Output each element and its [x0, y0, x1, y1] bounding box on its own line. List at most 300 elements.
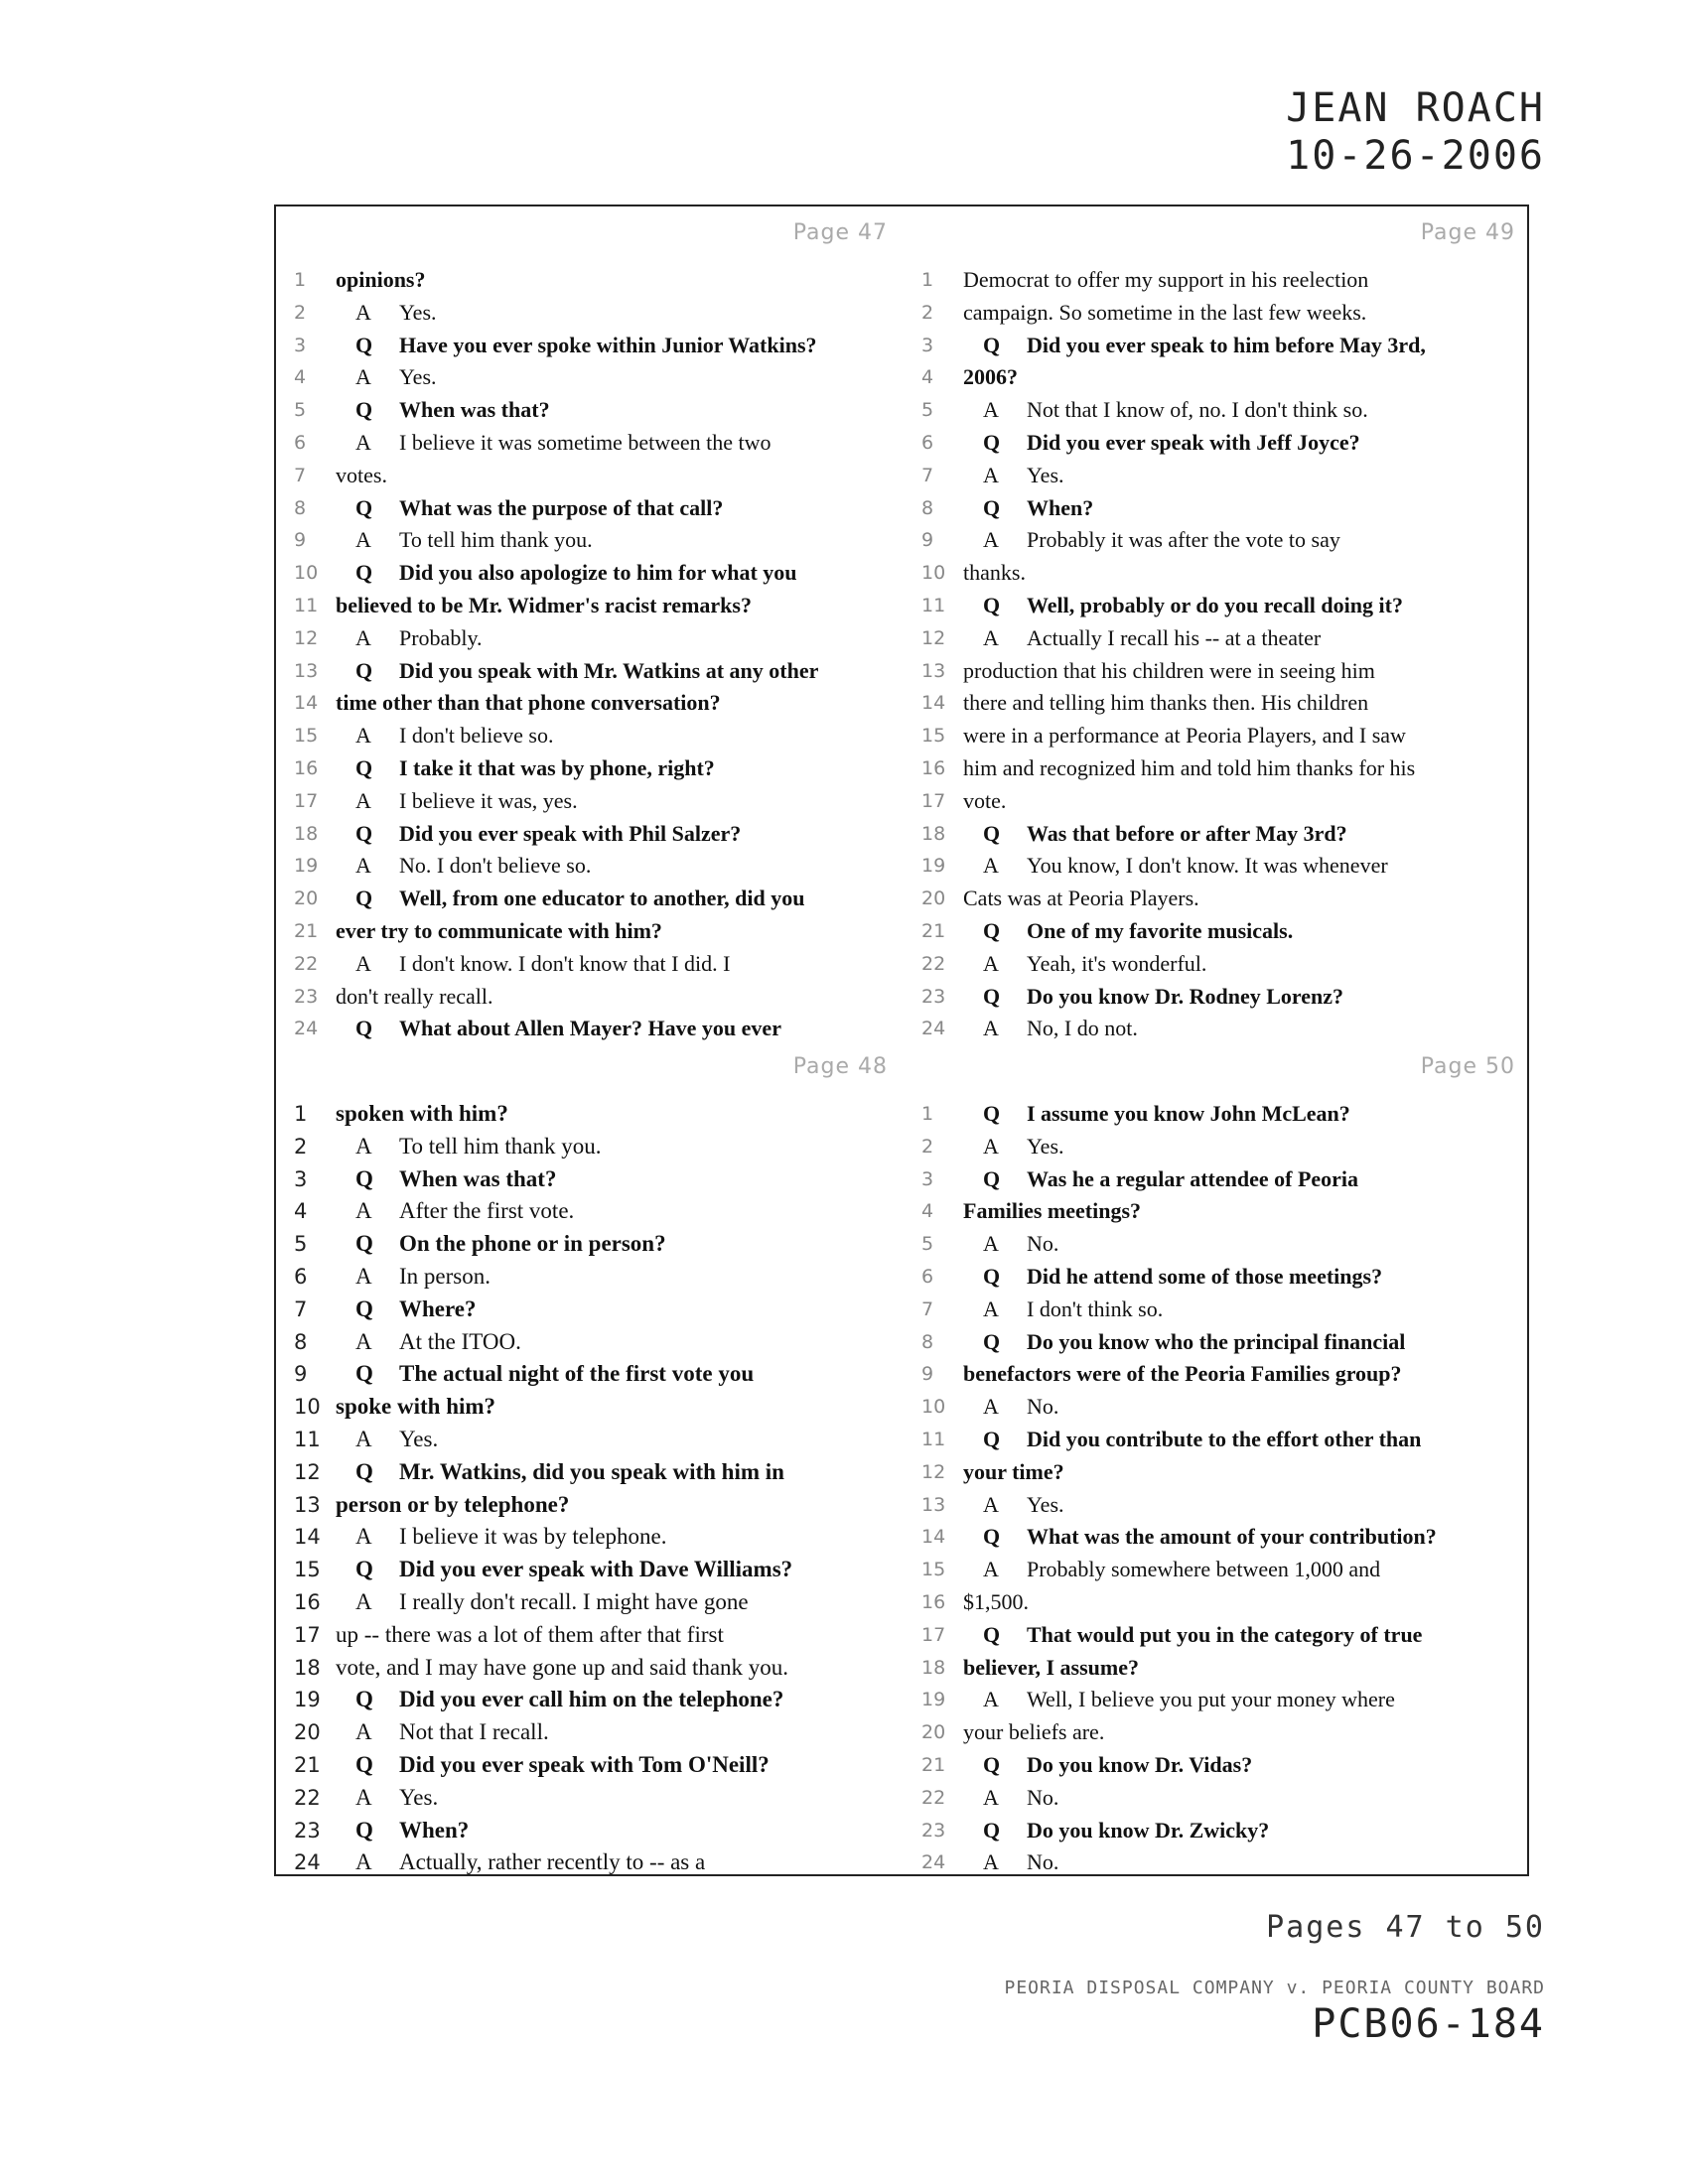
answer-text [963, 1391, 1525, 1424]
line-text: Cats was at Peoria Players. [963, 886, 1199, 911]
line-text: When was that? [399, 397, 550, 423]
line-text: Democrat to offer my support in his reelection [963, 267, 1369, 292]
answer-marker: A [355, 1198, 372, 1224]
line-text: vote. [963, 787, 1007, 813]
line-number: 17 [294, 1622, 321, 1647]
answer-text [963, 394, 1525, 427]
transcript-line [904, 1716, 1529, 1749]
line-text: Yes. [399, 364, 437, 390]
answer-text [963, 264, 1525, 297]
line-number: 15 [921, 725, 946, 748]
line-text: What was the amount of your contribution? [1027, 1524, 1437, 1550]
transcript-line [904, 915, 1529, 948]
line-number: 22 [294, 1785, 321, 1810]
transcript-line [904, 1456, 1529, 1489]
question-marker: Q [355, 1751, 373, 1777]
question-text [963, 330, 1525, 362]
transcript-line [904, 1749, 1529, 1782]
line-text: No. [1027, 1394, 1059, 1420]
line-number: 20 [294, 1720, 321, 1745]
answer-marker: A [983, 1491, 999, 1517]
transcript-line [276, 1163, 902, 1196]
line-number: 12 [921, 1460, 946, 1483]
line-number: 16 [294, 756, 319, 779]
transcript-line [904, 687, 1529, 720]
line-number: 14 [294, 1525, 321, 1550]
transcript-line [276, 297, 902, 330]
question-text [963, 1456, 1525, 1489]
page-label: Page 49 [1420, 220, 1515, 245]
line-number: 10 [294, 562, 319, 585]
transcript-line [276, 1716, 902, 1749]
answer-text [336, 622, 898, 655]
question-text [963, 1749, 1525, 1782]
question-text [336, 492, 898, 525]
line-text: Probably. [399, 624, 483, 650]
line-text: opinions? [336, 267, 426, 292]
line-text: $1,500. [963, 1588, 1029, 1614]
transcript-line [904, 1554, 1529, 1586]
line-text: Do you know Dr. Rodney Lorenz? [1027, 983, 1344, 1009]
line-text: In person. [399, 1263, 491, 1289]
transcript-line [904, 948, 1529, 981]
answer-text [963, 687, 1525, 720]
answer-text [336, 850, 898, 883]
line-text: No, I do not. [1027, 1016, 1138, 1041]
transcript-line [276, 394, 902, 427]
line-text: Did you ever speak with Tom O'Neill? [399, 1751, 770, 1777]
line-number: 9 [921, 1363, 934, 1386]
line-number: 12 [294, 1459, 321, 1484]
line-number: 16 [294, 1589, 321, 1614]
answer-text [963, 1554, 1525, 1586]
line-number: 22 [294, 952, 319, 975]
transcript-line [904, 394, 1529, 427]
answer-marker: A [983, 527, 999, 553]
line-number: 3 [921, 334, 934, 356]
line-text: I assume you know John McLean? [1027, 1101, 1350, 1126]
answer-text [963, 1716, 1525, 1749]
transcript-line [276, 590, 902, 622]
answer-text [963, 1228, 1525, 1261]
question-marker: Q [355, 886, 373, 911]
line-number: 5 [294, 399, 307, 422]
answer-text [336, 460, 898, 492]
question-marker: Q [983, 429, 1001, 455]
transcript-lines [276, 1098, 902, 1879]
answer-marker: A [983, 853, 999, 879]
question-marker: Q [355, 1687, 373, 1712]
line-text: vote, and I may have gone up and said thank you. [336, 1654, 789, 1680]
transcript-line [904, 981, 1529, 1014]
transcript-line [904, 1261, 1529, 1294]
line-number: 11 [294, 1427, 321, 1451]
page-label: Page 50 [1420, 1054, 1515, 1079]
line-text: Have you ever spoke within Junior Watkins? [399, 332, 817, 357]
line-text: I don't believe so. [399, 723, 554, 749]
answer-text [963, 883, 1525, 915]
transcript-line [276, 460, 902, 492]
line-number: 20 [294, 887, 319, 910]
line-text: Was he a regular attendee of Peoria [1027, 1165, 1359, 1191]
transcript-line [904, 361, 1529, 394]
question-text [336, 1684, 898, 1716]
line-text: Did you ever speak with Dave Williams? [399, 1557, 793, 1582]
question-marker: Q [983, 1751, 1001, 1777]
transcript-line [276, 361, 902, 394]
question-marker: Q [983, 1263, 1001, 1289]
answer-text [336, 1521, 898, 1554]
line-text: Do you know Dr. Zwicky? [1027, 1817, 1270, 1843]
line-number: 11 [921, 594, 946, 616]
transcript-line [904, 850, 1529, 883]
question-text [963, 427, 1525, 460]
line-text: Did you ever speak to him before May 3rd, [1027, 332, 1426, 357]
line-number: 19 [294, 855, 319, 878]
transcript-line [904, 1815, 1529, 1847]
line-number: 21 [921, 919, 946, 942]
question-text [336, 1294, 898, 1326]
line-number: 22 [921, 1786, 946, 1809]
transcript-line [276, 850, 902, 883]
answer-text [963, 948, 1525, 981]
transcript-line [276, 1782, 902, 1815]
transcript-line [904, 1228, 1529, 1261]
answer-text [336, 1846, 898, 1879]
line-number: 21 [294, 1752, 321, 1777]
line-text: your time? [963, 1458, 1064, 1484]
line-text: One of my favorite musicals. [1027, 917, 1294, 943]
answer-marker: A [983, 397, 999, 423]
question-marker: Q [983, 1165, 1001, 1191]
transcript-line [276, 720, 902, 752]
line-number: 11 [294, 594, 319, 616]
line-number: 13 [294, 1492, 321, 1517]
line-number: 19 [294, 1688, 321, 1712]
transcript-page [904, 1040, 1529, 1874]
question-text [336, 818, 898, 851]
line-number: 23 [921, 985, 946, 1008]
answer-marker: A [983, 1133, 999, 1159]
answer-text [963, 1131, 1525, 1163]
question-text [963, 1652, 1525, 1685]
answer-marker: A [355, 1719, 372, 1745]
line-number: 9 [294, 1362, 308, 1387]
answer-text [336, 1652, 898, 1685]
question-text [336, 1358, 898, 1391]
transcript-line [276, 1294, 902, 1326]
line-text: Yes. [1027, 1491, 1064, 1517]
answer-text [336, 1782, 898, 1815]
line-text: No. [1027, 1784, 1059, 1810]
question-text [336, 915, 898, 948]
question-text [336, 1749, 898, 1782]
transcript-line [276, 427, 902, 460]
deposition-date: 10-26-2006 [1286, 133, 1545, 179]
question-text [336, 687, 898, 720]
question-marker: Q [355, 560, 373, 586]
line-text: were in a performance at Peoria Players, and I saw [963, 723, 1406, 749]
transcript-line [904, 297, 1529, 330]
line-number: 8 [921, 496, 934, 519]
transcript-line [904, 883, 1529, 915]
transcript-line [276, 1326, 902, 1359]
transcript-line [276, 1391, 902, 1424]
answer-text [963, 1782, 1525, 1815]
transcript-line [904, 1358, 1529, 1391]
answer-text [963, 720, 1525, 752]
line-text: Where? [399, 1296, 477, 1321]
transcript-line [904, 655, 1529, 688]
question-text [963, 1358, 1525, 1391]
line-number: 4 [921, 1200, 934, 1223]
transcript-line [904, 1391, 1529, 1424]
line-text: Did you contribute to the effort other than [1027, 1426, 1422, 1451]
question-marker: Q [355, 820, 373, 846]
answer-text [336, 720, 898, 752]
answer-text [963, 557, 1525, 590]
answer-marker: A [355, 527, 371, 553]
transcript-line [276, 883, 902, 915]
question-text [963, 981, 1525, 1014]
answer-text [336, 1424, 898, 1456]
line-number: 14 [921, 1526, 946, 1549]
question-text [963, 590, 1525, 622]
question-text [963, 1815, 1525, 1847]
transcript-line [276, 1098, 902, 1131]
deponent-name: JEAN ROACH [1286, 85, 1545, 131]
transcript-line [904, 1195, 1529, 1228]
line-number: 21 [294, 919, 319, 942]
transcript-line [904, 1131, 1529, 1163]
line-text: Well, I believe you put your money where [1027, 1687, 1395, 1712]
transcript-line [904, 785, 1529, 818]
line-text: campaign. So sometime in the last few weeks. [963, 299, 1367, 325]
line-text: No. [1027, 1849, 1059, 1875]
answer-marker: A [355, 624, 371, 650]
line-number: 8 [921, 1330, 934, 1353]
answer-text [336, 1131, 898, 1163]
question-marker: Q [355, 1231, 373, 1257]
question-text [963, 1326, 1525, 1359]
answer-marker: A [983, 1784, 999, 1810]
question-marker: Q [355, 754, 373, 780]
line-text: 2006? [963, 364, 1018, 390]
question-text [336, 752, 898, 785]
line-number: 24 [294, 1850, 321, 1875]
line-number: 4 [921, 366, 934, 389]
question-marker: Q [355, 1361, 373, 1387]
answer-text [963, 460, 1525, 492]
line-text: Yes. [399, 1784, 439, 1810]
line-text: Yes. [399, 1426, 439, 1451]
answer-marker: A [355, 1849, 372, 1875]
line-text: spoke with him? [336, 1394, 496, 1420]
answer-text [963, 622, 1525, 655]
line-number: 2 [294, 1134, 308, 1159]
question-text [336, 264, 898, 297]
line-number: 19 [921, 1689, 946, 1711]
line-text: there and telling him thanks then. His children [963, 690, 1369, 716]
line-number: 10 [921, 562, 946, 585]
line-text: When? [1027, 494, 1094, 520]
question-marker: Q [355, 1557, 373, 1582]
line-text: thanks. [963, 560, 1026, 586]
answer-marker: A [355, 1588, 372, 1614]
line-number: 13 [294, 659, 319, 682]
question-text [963, 1195, 1525, 1228]
question-marker: Q [983, 1621, 1001, 1647]
question-text [336, 394, 898, 427]
page-label: Page 48 [792, 1054, 888, 1079]
transcript-line [904, 1846, 1529, 1879]
line-number: 20 [921, 887, 946, 910]
line-number: 7 [921, 1297, 934, 1320]
line-text: Did you also apologize to him for what you [399, 560, 797, 586]
question-marker: Q [355, 397, 373, 423]
transcript-line [904, 1163, 1529, 1196]
line-number: 7 [294, 1297, 308, 1321]
line-number: 10 [921, 1396, 946, 1419]
transcript-line [276, 785, 902, 818]
line-text: You know, I don't know. It was whenever [1027, 853, 1388, 879]
transcript-line [276, 1195, 902, 1228]
transcript-line [276, 524, 902, 557]
line-number: 1 [921, 1103, 934, 1125]
line-text: Actually I recall his -- at a theater [1027, 624, 1322, 650]
transcript-line [904, 622, 1529, 655]
transcript-line [904, 1586, 1529, 1619]
line-text: I take it that was by phone, right? [399, 754, 715, 780]
line-number: 23 [294, 985, 319, 1008]
transcript-line [276, 1749, 902, 1782]
line-text: Yes. [1027, 1133, 1064, 1159]
line-number: 5 [921, 1233, 934, 1256]
answer-marker: A [983, 624, 999, 650]
line-text: No. [1027, 1231, 1059, 1257]
question-text [336, 1228, 898, 1261]
transcript-page [276, 206, 902, 1040]
line-text: On the phone or in person? [399, 1231, 666, 1257]
line-text: believer, I assume? [963, 1654, 1140, 1680]
answer-text [336, 297, 898, 330]
question-text [963, 1521, 1525, 1554]
line-text: Did he attend some of those meetings? [1027, 1263, 1383, 1289]
line-text: Did you ever speak with Phil Salzer? [399, 820, 742, 846]
transcript-line [276, 687, 902, 720]
line-text: Not that I recall. [399, 1719, 549, 1745]
line-number: 7 [294, 464, 307, 486]
line-number: 6 [921, 1265, 934, 1288]
transcript-line [904, 492, 1529, 525]
question-marker: Q [355, 1817, 373, 1843]
answer-text [336, 427, 898, 460]
question-text [336, 883, 898, 915]
answer-marker: A [983, 1687, 999, 1712]
answer-text [336, 981, 898, 1014]
transcript-line [904, 752, 1529, 785]
line-number: 17 [921, 1623, 946, 1646]
line-number: 4 [294, 366, 307, 389]
line-number: 3 [294, 1166, 308, 1191]
question-marker: Q [355, 494, 373, 520]
line-text: your beliefs are. [963, 1719, 1105, 1745]
answer-text [963, 1586, 1525, 1619]
case-caption: PEORIA DISPOSAL COMPANY v. PEORIA COUNTY BOARD [1004, 1978, 1545, 1998]
question-text [336, 1489, 898, 1522]
line-text: person or by telephone? [336, 1491, 570, 1517]
transcript-line [904, 264, 1529, 297]
answer-marker: A [983, 1394, 999, 1420]
line-text: To tell him thank you. [399, 527, 593, 553]
line-number: 15 [294, 1558, 321, 1582]
transcript-line [276, 264, 902, 297]
transcript-line [904, 557, 1529, 590]
transcript-line [904, 1424, 1529, 1456]
question-marker: Q [983, 1524, 1001, 1550]
question-text [336, 1098, 898, 1131]
question-text [336, 1163, 898, 1196]
line-text: I don't know. I don't know that I did. I [399, 950, 731, 976]
transcript-line [276, 981, 902, 1014]
question-marker: Q [355, 1016, 373, 1041]
line-text: him and recognized him and told him thanks for his [963, 754, 1416, 780]
line-number: 8 [294, 496, 307, 519]
line-number: 1 [294, 1102, 308, 1126]
line-text: What was the purpose of that call? [399, 494, 724, 520]
line-number: 5 [921, 399, 934, 422]
line-number: 24 [921, 1018, 946, 1040]
case-number: PCB06-184 [1312, 2001, 1545, 2047]
line-text: Well, from one educator to another, did you [399, 886, 805, 911]
line-number: 10 [294, 1395, 321, 1420]
line-text: I don't think so. [1027, 1296, 1164, 1321]
transcript-line [276, 1554, 902, 1586]
question-marker: Q [355, 1458, 373, 1484]
page-range: Pages 47 to 50 [1266, 1910, 1545, 1945]
transcript-lines [276, 264, 902, 1045]
answer-marker: A [355, 299, 371, 325]
line-number: 4 [294, 1199, 308, 1224]
answer-marker: A [983, 1231, 999, 1257]
line-text: Do you know Dr. Vidas? [1027, 1751, 1253, 1777]
answer-marker: A [983, 1296, 999, 1321]
transcript-line [276, 948, 902, 981]
line-text: Did you ever call him on the telephone? [399, 1687, 784, 1712]
line-text: spoken with him? [336, 1101, 508, 1126]
answer-marker: A [983, 462, 999, 487]
transcript-line [276, 655, 902, 688]
line-number: 9 [294, 529, 307, 552]
question-marker: Q [355, 657, 373, 683]
line-text: At the ITOO. [399, 1328, 521, 1354]
line-text: Do you know who the principal financial [1027, 1328, 1406, 1354]
transcript-line [276, 557, 902, 590]
line-text: After the first vote. [399, 1198, 575, 1224]
line-number: 22 [921, 952, 946, 975]
answer-text [963, 1846, 1525, 1879]
answer-text [963, 752, 1525, 785]
line-number: 2 [921, 301, 934, 324]
transcript-line [276, 1846, 902, 1879]
transcript-line [276, 818, 902, 851]
answer-marker: A [355, 1328, 372, 1354]
line-text: I really don't recall. I might have gone [399, 1588, 749, 1614]
question-text [963, 1424, 1525, 1456]
line-text: ever try to communicate with him? [336, 917, 662, 943]
transcript-line [276, 1424, 902, 1456]
line-number: 9 [921, 529, 934, 552]
